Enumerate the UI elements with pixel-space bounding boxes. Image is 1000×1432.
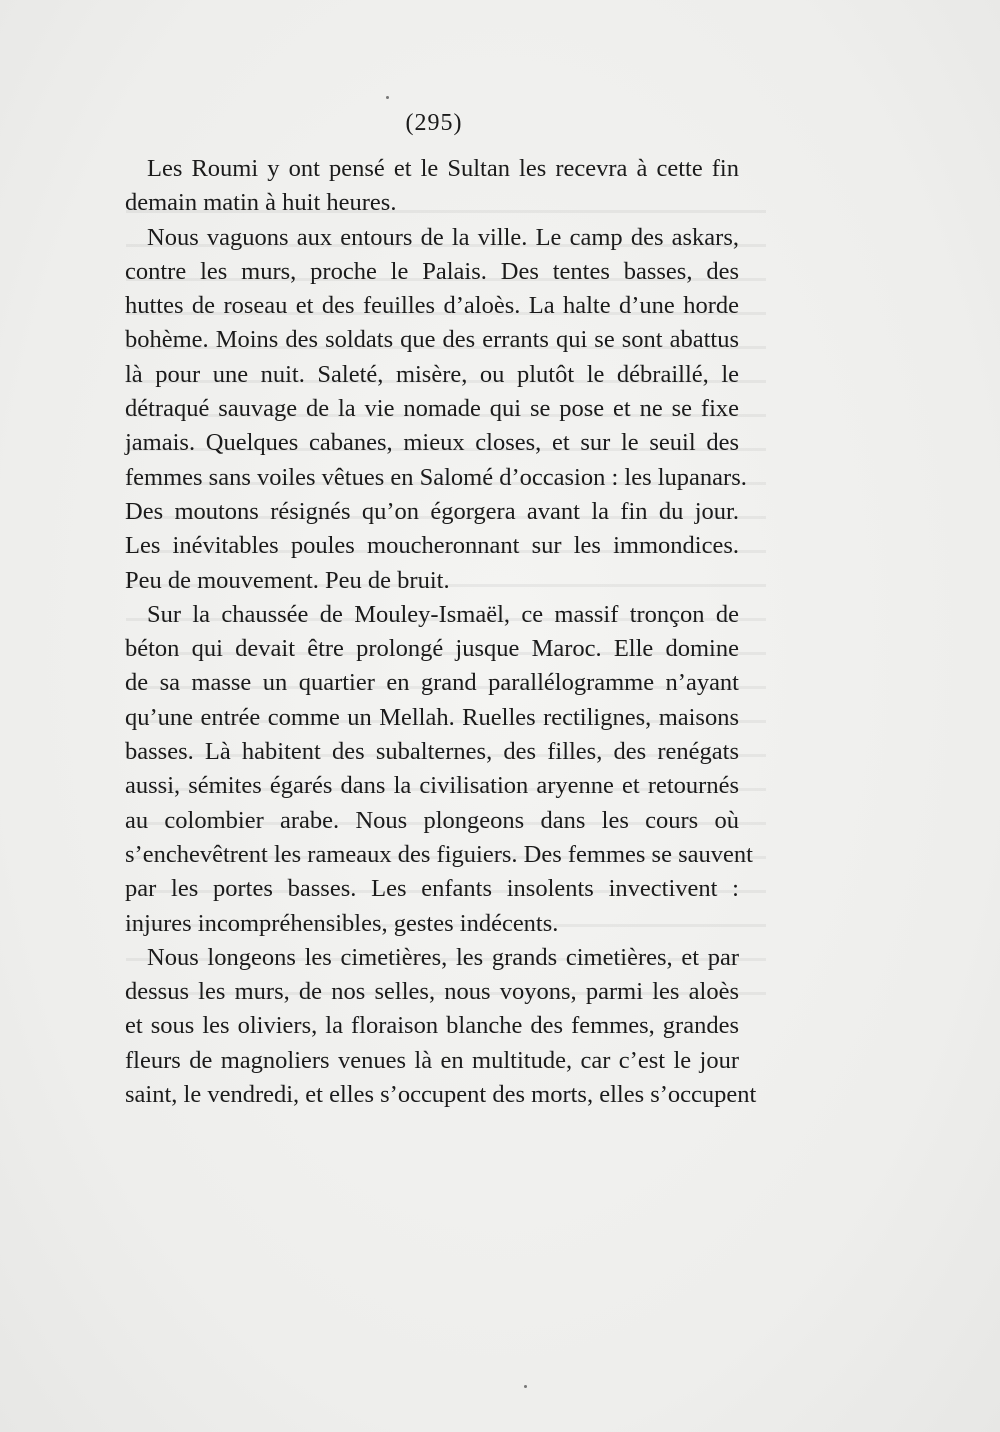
- body-text: [125, 152, 757, 1112]
- paper-speck: [524, 1385, 527, 1388]
- text-line: demain matin à huit heures.: [125, 189, 397, 217]
- text-line: de sa masse un quartier en grand parallélogramme n’ayant: [125, 669, 739, 697]
- text-line: par les portes basses. Les enfants insolents invectivent :: [125, 875, 739, 903]
- paragraph: [125, 221, 747, 598]
- text-line: fleurs de magnoliers venues là en multitude, car c’est le jour: [125, 1046, 739, 1074]
- text-line: Nous longeons les cimetières, les grands cimetières, et par: [147, 943, 739, 971]
- text-line: Nous vaguons aux entours de la ville. Le camp des askars,: [147, 223, 739, 251]
- text-line: aussi, sémites égarés dans la civilisation aryenne et retournés: [125, 772, 739, 800]
- text-line: détraqué sauvage de la vie nomade qui se pose et ne se fixe: [125, 395, 739, 423]
- text-line: contre les murs, proche le Palais. Des tentes basses, des: [125, 257, 739, 285]
- paragraph: [125, 941, 757, 1112]
- text-line: Sur la chaussée de Mouley-Ismaël, ce massif tronçon de: [147, 600, 739, 628]
- page-number: (295): [405, 110, 463, 136]
- text-line: huttes de roseau et des feuilles d’aloès. La halte d’une horde: [125, 292, 739, 320]
- text-line: Peu de mouvement. Peu de bruit.: [125, 566, 450, 594]
- text-line: béton qui devait être prolongé jusque Maroc. Elle domine: [125, 635, 739, 663]
- paragraph: [125, 152, 739, 221]
- text-line: et sous les oliviers, la floraison blanche des femmes, grandes: [125, 1012, 739, 1040]
- text-line: saint, le vendredi, et elles s’occupent des morts, elles s’occupent: [125, 1081, 757, 1109]
- text-line: qu’une entrée comme un Mellah. Ruelles rectilignes, maisons: [125, 703, 739, 731]
- text-line: femmes sans voiles vêtues en Salomé d’occasion : les lupanars.: [125, 463, 747, 491]
- text-line: Les Roumi y ont pensé et le Sultan les recevra à cette fin: [147, 155, 739, 182]
- text-line: s’enchevêtrent les rameaux des figuiers. Des femmes se sauvent: [125, 840, 753, 868]
- text-line: Des moutons résignés qu’on égorgera avant la fin du jour.: [125, 497, 739, 525]
- paragraph: [125, 598, 753, 941]
- text-line: là pour une nuit. Saleté, misère, ou plutôt le débraillé, le: [125, 360, 739, 388]
- text-line: jamais. Quelques cabanes, mieux closes, et sur le seuil des: [125, 429, 739, 457]
- text-line: basses. Là habitent des subalternes, des filles, des renégats: [125, 738, 739, 766]
- paper-speck: [386, 96, 389, 99]
- text-line: au colombier arabe. Nous plongeons dans les cours où: [125, 806, 739, 834]
- text-line: dessus les murs, de nos selles, nous voyons, parmi les aloès: [125, 978, 739, 1006]
- text-line: bohème. Moins des soldats que des errants qui se sont abattus: [125, 326, 739, 354]
- text-line: injures incompréhensibles, gestes indécents.: [125, 909, 559, 937]
- text-line: Les inévitables poules moucheronnant sur les immondices.: [125, 532, 739, 560]
